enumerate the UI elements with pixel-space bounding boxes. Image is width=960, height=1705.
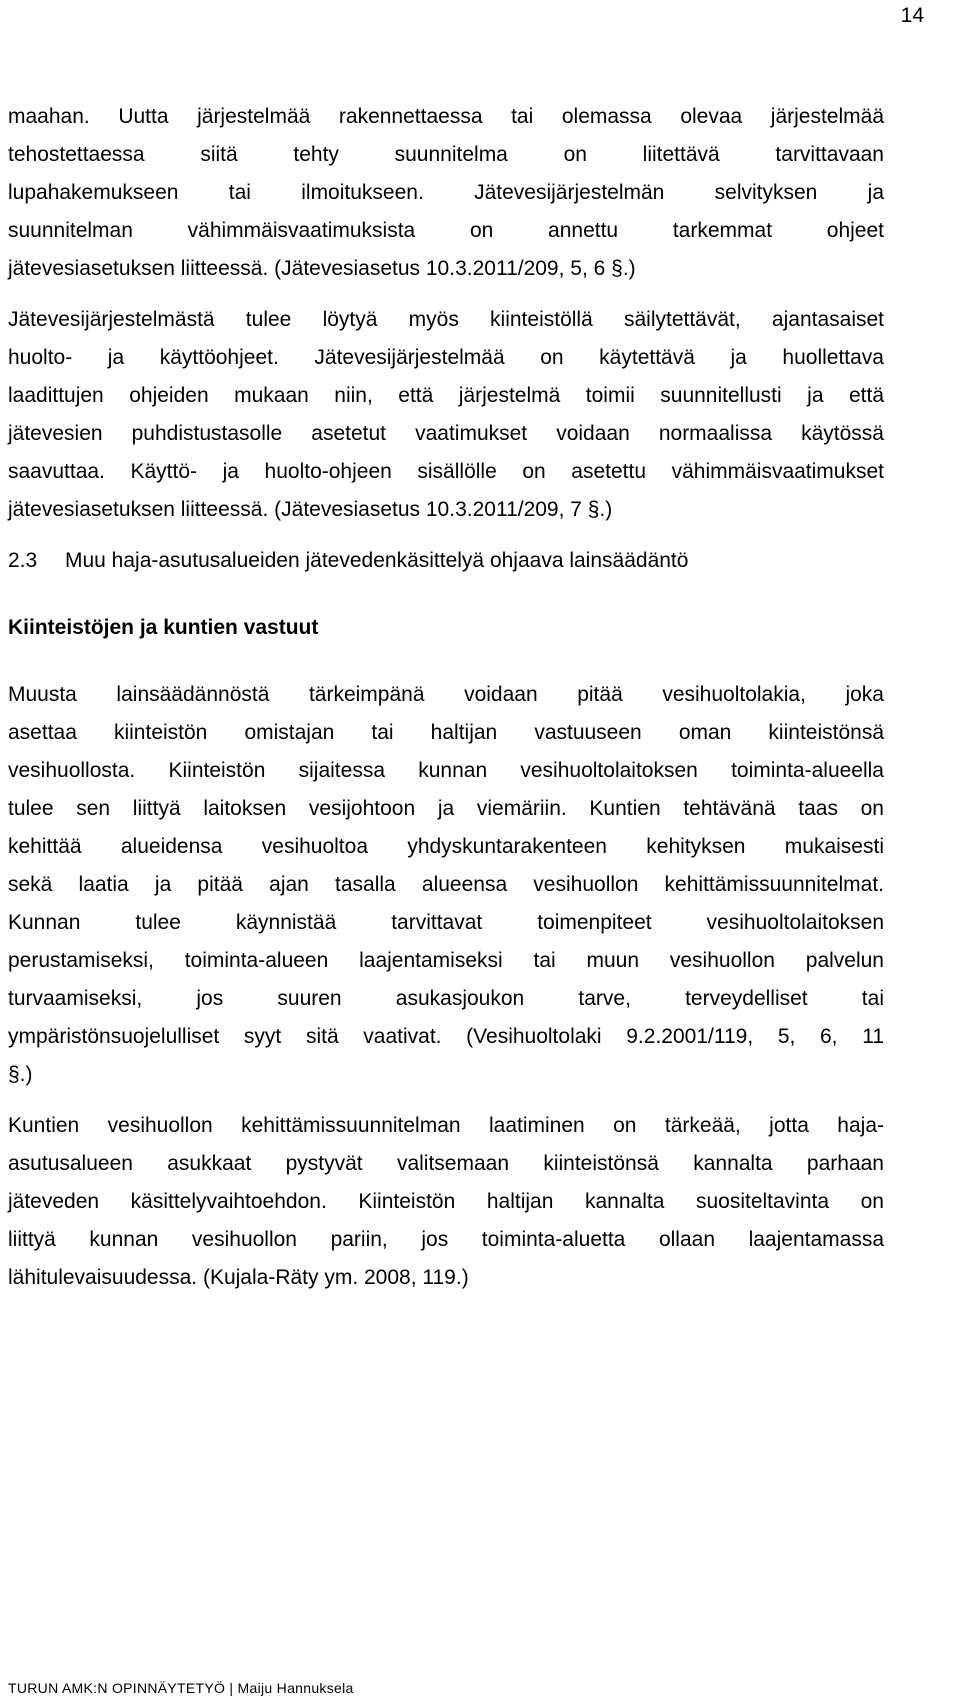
text-line: §.) — [8, 1063, 33, 1086]
text-line: lähitulevaisuudessa. (Kujala-Räty ym. 2008, 119.) — [8, 1266, 469, 1289]
text-line: suunnitelman vähimmäisvaatimuksista on annettu tarkemmat ohjeet — [8, 219, 884, 242]
text-line: laadittujen ohjeiden mukaan niin, että järjestelmä toimii suunnitellusti ja että — [8, 384, 884, 407]
section-title: Muu haja-asutusalueiden jätevedenkäsittelyä ohjaava lainsäädäntö — [65, 549, 689, 572]
text-line: sekä laatia ja pitää ajan tasalla alueensa vesihuollon kehittämissuunnitelmat. — [8, 873, 884, 896]
text-line: jätevesiasetuksen liitteessä. (Jätevesiasetus 10.3.2011/209, 7 §.) — [8, 498, 613, 521]
text-line: Kuntien vesihuollon kehittämissuunnitelman laatiminen on tärkeää, jotta haja- — [8, 1114, 884, 1137]
text-line: asutusalueen asukkaat pystyvät valitsemaan kiinteistönsä kannalta parhaan — [8, 1152, 884, 1175]
text-line: saavuttaa. Käyttö- ja huolto-ohjeen sisällölle on asetettu vähimmäisvaatimukset — [8, 460, 884, 483]
text-line: turvaamiseksi, jos suuren asukasjoukon tarve, terveydelliset tai — [8, 987, 884, 1010]
text-line: jäteveden käsittelyvaihtoehdon. Kiinteistön haltijan kannalta suositeltavinta on — [8, 1190, 884, 1213]
text-line: maahan. Uutta järjestelmää rakennettaessa tai olemassa olevaa järjestelmää — [8, 105, 884, 128]
text-line: Kunnan tulee käynnistää tarvittavat toimenpiteet vesihuoltolaitoksen — [8, 911, 884, 934]
text-line: asettaa kiinteistön omistajan tai haltijan vastuuseen oman kiinteistönsä — [8, 721, 884, 744]
text-line: ympäristönsuojelulliset syyt sitä vaativat. (Vesihuoltolaki 9.2.2001/119, 5, 6, 11 — [8, 1025, 884, 1048]
paragraph — [8, 676, 884, 1094]
page-number: 14 — [900, 4, 924, 27]
text-line: huolto- ja käyttöohjeet. Jätevesijärjestelmää on käytettävä ja huollettava — [8, 346, 884, 369]
page-footer: TURUN AMK:N OPINNÄYTETYÖ | Maiju Hannuksela — [8, 1680, 354, 1696]
text-line: perustamiseksi, toiminta-alueen laajentamiseksi tai muun vesihuollon palvelun — [8, 949, 884, 972]
text-line: jätevesien puhdistustasolle asetetut vaatimukset voidaan normaalissa käytössä — [8, 422, 884, 445]
paragraph — [8, 98, 884, 288]
text-line: tehostettaessa siitä tehty suunnitelma on liitettävä tarvittavaan — [8, 143, 884, 166]
subheading: Kiinteistöjen ja kuntien vastuut — [8, 616, 319, 639]
text-line: lupahakemukseen tai ilmoitukseen. Jätevesijärjestelmän selvityksen ja — [8, 181, 884, 204]
section-number: 2.3 — [8, 549, 38, 572]
document-body — [8, 98, 884, 1297]
paragraph — [8, 1107, 884, 1297]
text-line: vesihuollosta. Kiinteistön sijaitessa kunnan vesihuoltolaitoksen toiminta-alueella — [8, 759, 884, 782]
text-line: jätevesiasetuksen liitteessä. (Jätevesiasetus 10.3.2011/209, 5, 6 §.) — [8, 257, 636, 280]
text-line: Muusta lainsäädännöstä tärkeimpänä voidaan pitää vesihuoltolakia, joka — [8, 683, 884, 706]
section-heading — [8, 542, 884, 580]
text-line: kehittää alueidensa vesihuoltoa yhdyskuntarakenteen kehityksen mukaisesti — [8, 835, 884, 858]
text-line: tulee sen liittyä laitoksen vesijohtoon ja viemäriin. Kuntien tehtävänä taas on — [8, 797, 884, 820]
paragraph — [8, 301, 884, 529]
text-line: liittyä kunnan vesihuollon pariin, jos toiminta-aluetta ollaan laajentamassa — [8, 1228, 884, 1251]
text-line: Jätevesijärjestelmästä tulee löytyä myös kiinteistöllä säilytettävät, ajantasaiset — [8, 308, 884, 331]
